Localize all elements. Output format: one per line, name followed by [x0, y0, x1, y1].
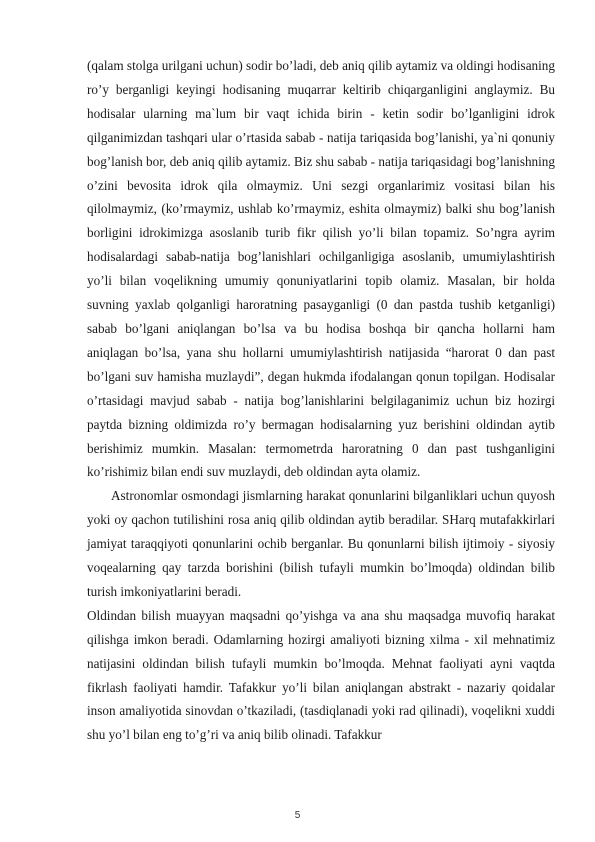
page-number: 5	[294, 810, 301, 821]
paragraph-causality: (qalam stolga urilgani uchun) sodir bo’ladi, deb aniq qilib aytamiz va oldingi hodisaning ro’y berganligi keyingi hodisaning muqarrar keltirib chiqarganligini anglaymiz. Bu hodisalar ularning ma`lum bir vaqt ichida birin - ketin sodir bo’lganligini idrok qilganimizdan tashqari ular o’rtasida sabab - natija tariqasida bog’lanishi, ya`ni qonuniy bog’lanish bor, deb aniq qilib aytamiz. Biz shu sabab - natija tariqasidagi bog’lanishning o’zini bevosita idrok qila olmaymiz. Uni sezgi organlarimiz vositasi bilan his qilolmaymiz, (ko’rmaymiz, ushlab ko’rmaymiz, eshita olmaymiz) balki shu bog’lanish borligini idrokimizga asoslanib turib fikr qilish yo’li bilan topamiz. So’ngra ayrim hodisalardagi sabab-natija bog’lanishlari ochilganligiga asoslanib, umumiylashtirish yo’li bilan voqelikning umumiy qonuniyatlarini topib olamiz. Masalan, bir holda suvning yaxlab qolganligi haroratning pasayganligi (0 dan pastda tushib ketganligi) sabab bo’lgani aniqlangan bo’lsa va bu hodisa boshqa bir qancha hollarni ham aniqlagan bo’lsa, yana shu hollarni umumiylashtirish natijasida “harorat 0 dan past bo’lgani suv hamisha muzlaydi”, degan hukmda ifodalangan qonun topilgan. Hodisalar o’rtasidagi mavjud sabab - natija bog’lanishlarini belgilaganimiz uchun biz hozirgi paytda bizning oldimizda ro’y bermagan hodisalarning yuz berishini oldindan aytib berishimiz mumkin. Masalan: termometrda haroratning 0 dan past tushganligini ko’rishimiz bilan endi suv muzlaydi, deb oldindan ayta olamiz.	[87, 58, 555, 480]
paragraph-foresight: Oldindan bilish muayyan maqsadni qo’yishga va ana shu maqsadga muvofiq harakat qilishga imkon beradi. Odamlarning hozirgi amaliyoti bizning xilma - xil mehnatimiz natijasini oldindan bilish tufayli mumkin bo’lmoqda. Mehnat faoliyati ayni vaqtda fikrlash faoliyati hamdir. Tafakkur yo’li bilan aniqlangan abstrakt - nazariy qoidalar inson amaliyotida sinovdan o’tkaziladi, (tasdiqlanadi yoki rad qilinadi), voqelikni xuddi shu yo’l bilan eng to’g’ri va aniq bilib olinadi. Tafakkur	[87, 607, 555, 743]
document-body	[87, 54, 555, 747]
paragraph-astronomers: Astronomlar osmondagi jismlarning harakat qonunlarini bilganliklari uchun quyosh yoki oy qachon tutilishini rosa aniq qilib oldindan aytib beradilar. SHarq mutafakkirlari jamiyat taraqqiyoti qonunlarini ochib berganlar. Bu qonunlarni bilish ijtimoiy - siyosiy voqealarning qay tarzda borishini (bilish tufayli mumkin bo’lmoqda) oldindan bilib turish imkoniyatlarini beradi.	[87, 488, 555, 599]
